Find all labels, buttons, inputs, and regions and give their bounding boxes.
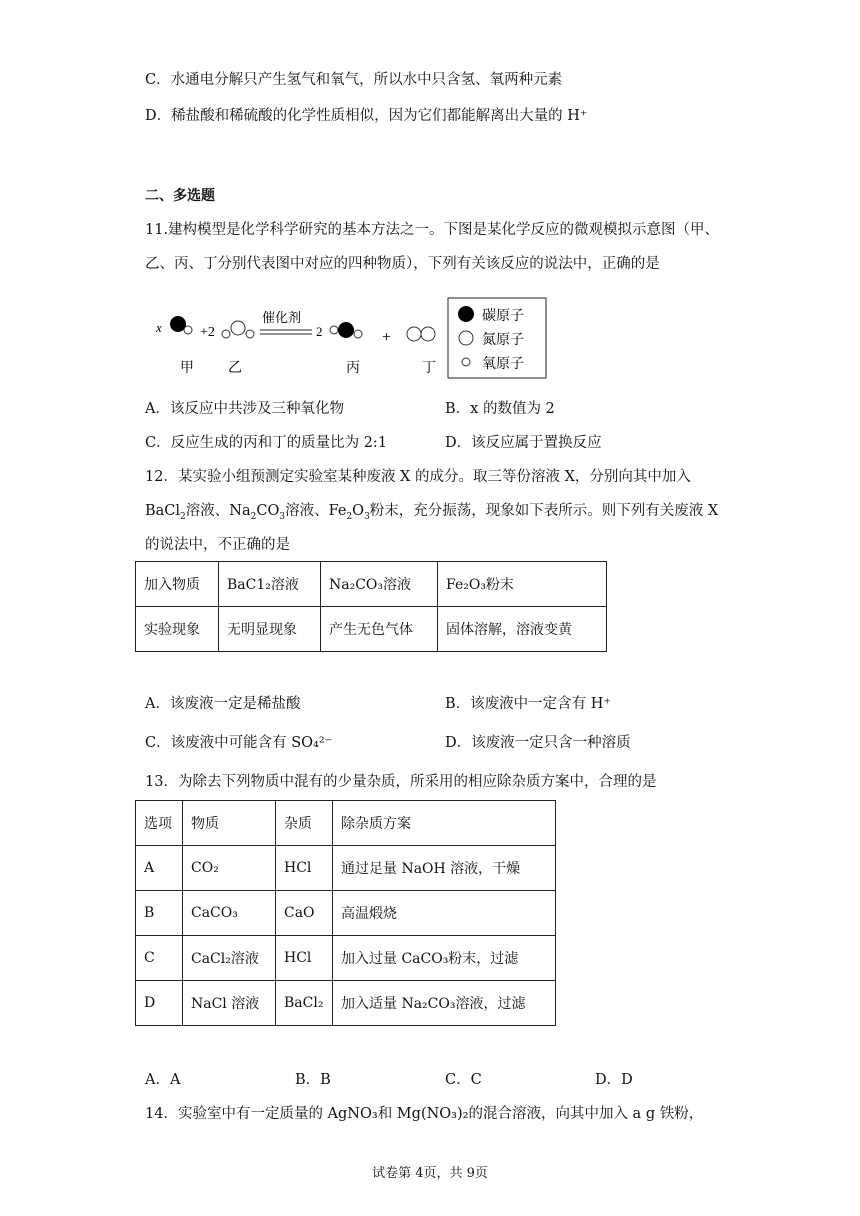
q13-option-a: A．A [145, 1072, 181, 1088]
reaction-diagram [150, 296, 560, 382]
table-cell: 加入过量 CaCO₃粉末，过滤 [333, 936, 556, 981]
table-cell: CaCl₂溶液 [183, 936, 276, 981]
oxygen-atom [354, 330, 362, 338]
table-row [136, 801, 556, 846]
q13-option-d: D．D [595, 1072, 633, 1088]
table-cell: Fe₂O₃粉末 [438, 562, 607, 607]
nitrogen-atom [421, 327, 435, 341]
catalyst-label: 催化剂 [262, 311, 302, 326]
table-cell: 固体溶解，溶液变黄 [438, 607, 607, 652]
table-cell: D [136, 981, 183, 1026]
table-cell: BaC1₂溶液 [219, 562, 321, 607]
table-cell: 通过足量 NaOH 溶液，干燥 [333, 846, 556, 891]
table-cell: CO₂ [183, 846, 276, 891]
table-row [136, 562, 607, 607]
q11-stem-line2: 乙、丙、丁分别代表图中对应的四种物质），下列有关该反应的说法中，正确的是 [145, 256, 660, 272]
q13-option-b: B．B [295, 1072, 331, 1088]
q10-option-d: D．稀盐酸和稀硫酸的化学性质相似，因为它们都能解离出大量的 H⁺ [145, 108, 588, 124]
q12-option-c: C．该废液中可能含有 SO₄²⁻ [145, 735, 333, 751]
legend-nitrogen: 氮原子 [482, 332, 524, 348]
q11-option-c: C．反应生成的丙和丁的质量比为 2:1 [145, 435, 388, 451]
q12-option-a: A．该废液一定是稀盐酸 [145, 696, 301, 712]
label-bing: 丙 [346, 360, 360, 376]
q12-table [135, 561, 607, 652]
legend-carbon: 碳原子 [482, 308, 524, 324]
label-ding: 丁 [422, 360, 436, 376]
table-cell: CaO [276, 891, 333, 936]
table-cell: B [136, 891, 183, 936]
q12-stem-line2: BaCl$_2$溶液、$Na_2CO_3$溶液、$Fe_2O_3$粉末，充分振荡，现象如下表所示。则下列有关废液 X [145, 503, 719, 522]
q11-stem-line1: 11.建构模型是化学科学研究的基本方法之一。下图是某化学反应的微观模拟示意图（甲、 [145, 222, 720, 238]
table-row [136, 936, 556, 981]
table-cell: C [136, 936, 183, 981]
page-footer: 试卷第 4页，共 9页 [372, 1166, 488, 1181]
table-cell: 无明显现象 [219, 607, 321, 652]
q13-stem: 13．为除去下列物质中混有的少量杂质，所采用的相应除杂质方案中，合理的是 [145, 774, 657, 790]
label-jia: 甲 [180, 360, 194, 376]
table-cell: 产生无色气体 [321, 607, 438, 652]
table-cell: HCl [276, 936, 333, 981]
table-cell: BaCl₂ [276, 981, 333, 1026]
q12-stem-line3: 的说法中，不正确的是 [145, 537, 290, 553]
oxygen-atom [330, 326, 338, 334]
table-cell: CaCO₃ [183, 891, 276, 936]
q12-option-b: B．该废液中一定含有 H⁺ [445, 696, 612, 712]
table-cell: 实验现象 [136, 607, 219, 652]
table-cell: 物质 [183, 801, 276, 846]
q13-table [135, 800, 556, 1026]
table-cell: 选项 [136, 801, 183, 846]
oxygen-atom [222, 330, 230, 338]
q11-option-d: D．该反应属于置换反应 [445, 435, 602, 451]
legend-oxygen: 氧原子 [482, 356, 524, 372]
table-cell: 加入适量 Na₂CO₃溶液，过滤 [333, 981, 556, 1026]
q12-stem-line1: 12．某实验小组预测定实验室某种废液 X 的成分。取三等份溶液 X，分别向其中加入 [145, 469, 691, 485]
carbon-atom [338, 322, 354, 338]
section-heading: 二、多选题 [145, 188, 215, 204]
oxygen-atom [246, 330, 254, 338]
q11-option-b: B．x 的数值为 2 [445, 401, 555, 417]
plus-2: +2 [200, 325, 215, 340]
coef-x: x [156, 320, 162, 335]
table-cell: 高温煅烧 [333, 891, 556, 936]
q13-option-c: C．C [445, 1072, 482, 1088]
table-cell: 除杂质方案 [333, 801, 556, 846]
table-cell: 杂质 [276, 801, 333, 846]
table-cell: HCl [276, 846, 333, 891]
table-row [136, 981, 556, 1026]
q10-option-c: C．水通电分解只产生氢气和氧气，所以水中只含氢、氧两种元素 [145, 72, 563, 88]
q12-option-d: D．该废液一定只含一种溶质 [445, 735, 631, 751]
oxygen-atom [184, 326, 192, 334]
q11-option-a: A．该反应中共涉及三种氧化物 [145, 401, 344, 417]
table-cell: NaCl 溶液 [183, 981, 276, 1026]
table-row [136, 607, 607, 652]
plus-sign: + [382, 329, 392, 346]
label-yi: 乙 [228, 360, 242, 376]
nitrogen-atom [407, 327, 421, 341]
coef-2: 2 [316, 324, 323, 339]
table-cell: A [136, 846, 183, 891]
nitrogen-atom [231, 321, 245, 335]
table-cell: Na₂CO₃溶液 [321, 562, 438, 607]
q14-stem: 14．实验室中有一定质量的 AgNO₃和 Mg(NO₃)₂的混合溶液，向其中加入 a g 铁粉， [145, 1106, 704, 1122]
table-row [136, 846, 556, 891]
table-cell: 加入物质 [136, 562, 219, 607]
table-row [136, 891, 556, 936]
